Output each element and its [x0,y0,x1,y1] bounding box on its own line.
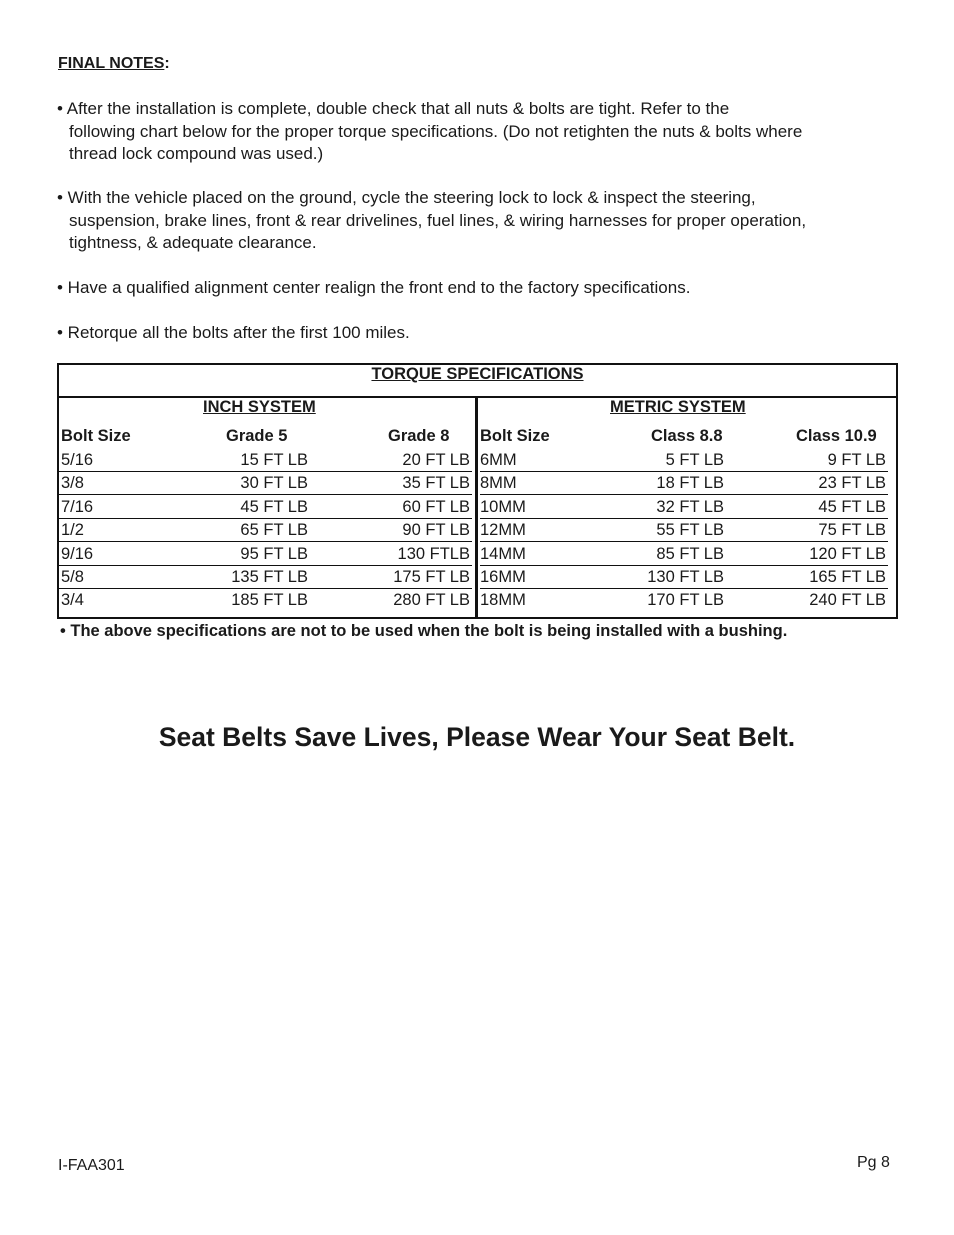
class88-header: Class 8.8 [651,427,723,445]
class88-cell: 18 FT LB [656,474,724,493]
note-bullet: • Have a qualified alignment center realign the front end to the factory specifications. [57,278,691,297]
torque-table-title: TORQUE SPECIFICATIONS [371,365,584,383]
grade8-header: Grade 8 [388,427,450,445]
inch-bolt-size-cell: 5/8 [61,568,84,586]
metric-bolt-size-cell: 14MM [480,544,526,563]
table-divider [475,397,478,619]
note-bullet: • Retorque all the bolts after the first 100 miles. [57,323,410,342]
class109-header: Class 10.9 [796,427,877,445]
inch-bolt-size-cell: 5/16 [61,451,94,469]
grade8-cell: 60 FT LB [402,497,470,516]
grade5-header: Grade 5 [226,427,288,445]
class88-cell: 85 FT LB [656,544,724,563]
metric-bolt-size-cell: 18MM [480,591,526,610]
class109-cell: 165 FT LB [809,568,886,586]
metric-bolt-size-header: Bolt Size [480,427,550,445]
note-bullet: • After the installation is complete, double check that all nuts & bolts are tight. Refer to the following chart below for the proper torque specifications. (Do not retighten the nuts & bolts where thread lock compound was used.) [57,99,803,163]
class109-cell: 120 FT LB [809,544,886,563]
metric-bolt-size-cell: 6MM [480,451,517,469]
grade8-cell: 280 FT LB [393,591,470,610]
inch-row-rule [59,494,472,495]
inch-bolt-size-cell: 9/16 [61,544,94,563]
metric-row-rule [480,471,888,472]
metric-row-rule [480,565,888,566]
grade5-cell: 30 FT LB [240,474,308,493]
metric-system-title: METRIC SYSTEM [610,398,746,416]
class88-cell: 55 FT LB [656,521,724,540]
metric-row-rule [480,494,888,495]
grade5-cell: 185 FT LB [231,591,308,610]
inch-bolt-size-cell: 1/2 [61,521,84,540]
grade5-cell: 135 FT LB [231,568,308,586]
inch-row-rule [59,541,472,542]
class109-cell: 45 FT LB [818,497,886,516]
class88-cell: 130 FT LB [647,568,724,586]
inch-bolt-size-cell: 7/16 [61,497,94,516]
table-footnote: • The above specifications are not to be used when the bolt is being installed with a bushing. [60,622,788,640]
inch-row-rule [59,588,472,589]
page-number: Pg 8 [857,1154,890,1171]
inch-bolt-size-cell: 3/4 [61,591,84,610]
inch-system-title: INCH SYSTEM [203,398,316,416]
grade8-cell: 20 FT LB [402,451,470,469]
grade8-cell: 90 FT LB [402,521,470,540]
metric-bolt-size-cell: 8MM [480,474,517,493]
class109-cell: 9 FT LB [827,451,886,469]
metric-row-rule [480,588,888,589]
metric-row-rule [480,518,888,519]
class109-cell: 23 FT LB [818,474,886,493]
document-id: I-FAA301 [58,1157,125,1174]
grade8-cell: 35 FT LB [402,474,470,493]
final-notes-heading: FINAL NOTES: [58,55,170,72]
inch-row-rule [59,565,472,566]
class88-cell: 32 FT LB [656,497,724,516]
grade8-cell: 130 FTLB [397,544,470,563]
class109-cell: 240 FT LB [809,591,886,610]
grade5-cell: 15 FT LB [240,451,308,469]
inch-bolt-size-header: Bolt Size [61,427,131,445]
seatbelt-slogan: Seat Belts Save Lives, Please Wear Your Seat Belt. [158,722,796,752]
note-bullet: • With the vehicle placed on the ground, cycle the steering lock to lock & inspect the steering, suspension, brake lines, front & rear drivelines, fuel lines, & wiring harnesses for proper operation, tightness, & adequate clearance. [57,188,807,252]
inch-bolt-size-cell: 3/8 [61,474,84,493]
class88-cell: 5 FT LB [665,451,724,469]
inch-row-rule [59,471,472,472]
metric-bolt-size-cell: 16MM [480,568,526,586]
metric-bolt-size-cell: 10MM [480,497,526,516]
inch-row-rule [59,518,472,519]
metric-row-rule [480,541,888,542]
grade5-cell: 45 FT LB [240,497,308,516]
grade5-cell: 95 FT LB [240,544,308,563]
grade5-cell: 65 FT LB [240,521,308,540]
metric-bolt-size-cell: 12MM [480,521,526,540]
class88-cell: 170 FT LB [647,591,724,610]
torque-table-title-row [57,363,898,398]
class109-cell: 75 FT LB [818,521,886,540]
grade8-cell: 175 FT LB [393,568,470,586]
